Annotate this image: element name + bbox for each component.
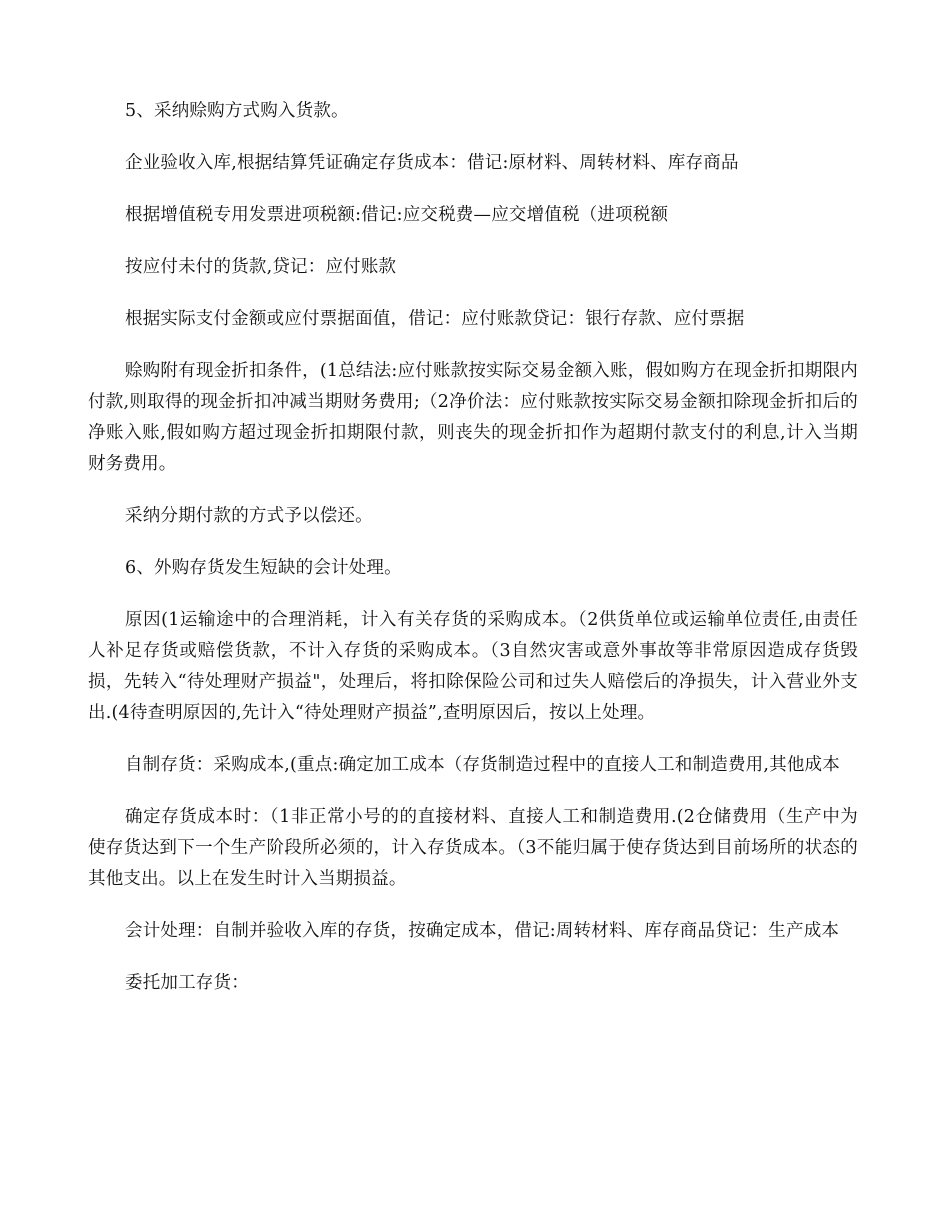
paragraph-accounts-payable: 按应付未付的货款,贷记：应付账款: [125, 257, 397, 277]
paragraph-input-vat: 根据增值税专用发票进项税额:借记:应交税费—应交增值税（进项税额: [125, 205, 669, 225]
paragraph-self-made-inventory: 自制存货：采购成本,(重点:确定加工成本（存货制造过程中的直接人工和制造费用,其他成本: [125, 755, 840, 775]
paragraph-section-5-heading: 5、采纳赊购方式购入货款。: [125, 101, 349, 121]
paragraph-cost-determination: 确定存货成本时：（1非正常小号的的直接材料、直接人工和制造费用.(2仓储费用（生产中为使存货达到下一个生产阶段所必须的，计入存货成本。（3不能归属于使存货达到目前场所的状态的其他支出。以上在发生时计入当期损益。: [88, 807, 858, 889]
paragraph-cash-discount: 赊购附有现金折扣条件，(1总结法:应付账款按实际交易金额入账，假如购方在现金折扣期限内付款,则取得的现金折扣冲减当期财务费用;（2净价法：应付账款按实际交易金额扣除现金折扣后的净账入账,假如购方超过现金折扣期限付款，则丧失的现金折扣作为超期付款支付的利息,计入当期财务费用。: [88, 361, 858, 474]
paragraph-consigned-processing: 委托加工存货：: [125, 973, 249, 993]
paragraph-actual-payment: 根据实际支付金额或应付票据面值，借记：应付账款贷记：银行存款、应付票据: [125, 309, 745, 329]
paragraph-accounting-treatment: 会计处理：自制并验收入库的存货，按确定成本，借记:周转材料、库存商品贷记：生产成本: [125, 921, 840, 941]
paragraph-section-6-heading: 6、外购存货发生短缺的会计处理。: [125, 558, 402, 578]
paragraph-installment: 采纳分期付款的方式予以偿还。: [125, 506, 373, 526]
document-body: [88, 96, 858, 1020]
paragraph-inventory-receipt: 企业验收入库,根据结算凭证确定存货成本：借记:原材料、周转材料、库存商品: [125, 153, 739, 173]
paragraph-shortage-reasons: 原因(1运输途中的合理消耗，计入有关存货的采购成本。（2供货单位或运输单位责任,由责任人补足存货或赔偿货款，不计入存货的采购成本。（3自然灾害或意外事故等非常原因造成存货毁损，先转入“待处理财产损益"，处理后，将扣除保险公司和过失人赔偿后的净损失，计入营业外支出.(4待查明原因的,先计入“待处理财产损益”,查明原因后，按以上处理。: [88, 610, 858, 723]
